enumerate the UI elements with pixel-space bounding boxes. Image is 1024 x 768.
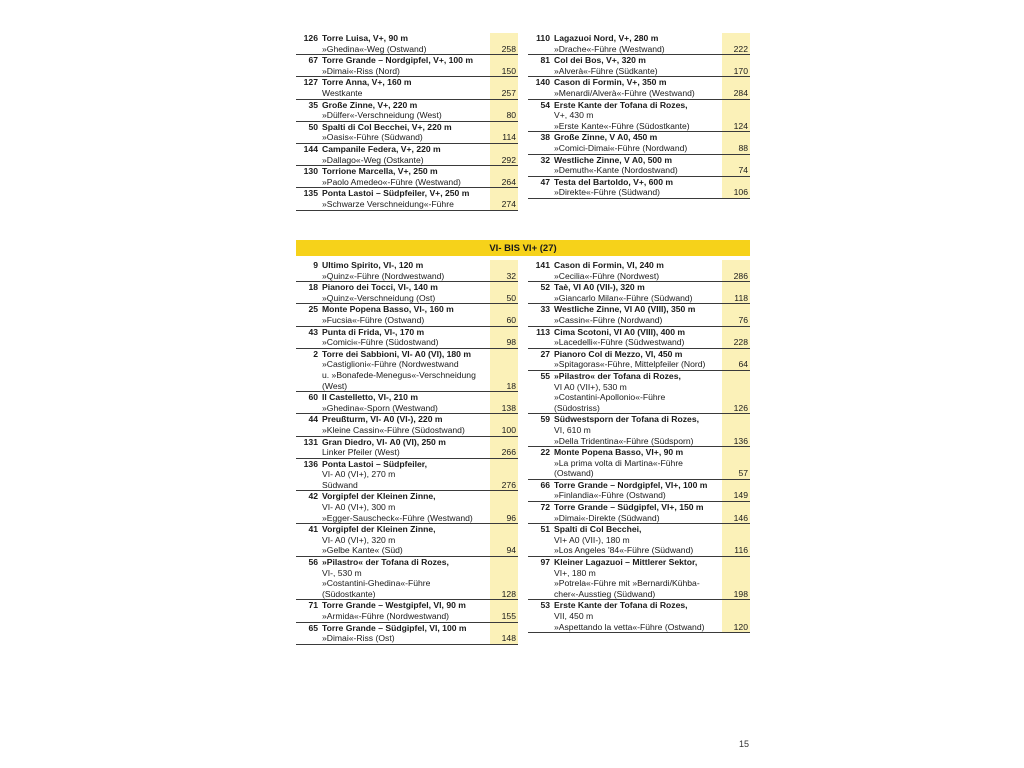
route-title: Torre Luisa, V+, 90 m xyxy=(322,33,409,43)
route-number: 140 xyxy=(535,77,550,88)
route-text xyxy=(554,77,718,98)
route-number: 127 xyxy=(303,77,318,88)
route-entry xyxy=(528,414,750,447)
route-detail: »Dimai«-Riss (Nord) xyxy=(322,65,400,76)
grade-section-banner: VI- BIS VI+ (27) xyxy=(296,240,750,256)
route-title: Torre Grande – Westgipfel, VI, 90 m xyxy=(322,600,466,611)
page-reference: 292 xyxy=(490,144,518,165)
page-reference: 128 xyxy=(490,557,518,599)
route-detail: »Castiglioni«-Führe (Nordwestwand xyxy=(322,359,459,370)
route-title: Torre Grande – Südgipfel, VI, 100 m xyxy=(322,622,467,633)
route-entry xyxy=(528,524,750,557)
route-number: 25 xyxy=(308,304,318,315)
route-text xyxy=(554,600,718,632)
route-entry xyxy=(296,459,518,492)
route-entry xyxy=(528,447,750,480)
route-text xyxy=(322,459,486,491)
page-reference: 284 xyxy=(722,77,750,98)
page-reference: 274 xyxy=(490,188,518,209)
route-entry xyxy=(528,600,750,633)
route-number: 65 xyxy=(308,622,318,633)
book-page xyxy=(258,0,770,768)
route-number: 33 xyxy=(540,304,550,315)
page-reference: 74 xyxy=(722,155,750,176)
page-reference: 50 xyxy=(490,282,518,303)
route-detail: »Armida«-Führe (Nordwestwand) xyxy=(322,611,450,621)
route-detail: »Alverà«-Führe (Südkante) xyxy=(554,65,658,76)
route-title: Große Zinne, V A0, 450 m xyxy=(554,132,658,143)
page-reference: 258 xyxy=(490,33,518,54)
route-detail: »Potrela«-Führe mit »Bernardi/Kühba- xyxy=(554,578,700,589)
page-reference: 98 xyxy=(490,327,518,348)
route-entry xyxy=(296,188,518,210)
route-title: Ponta Lastoi – Südpfeiler, xyxy=(322,458,428,469)
route-title: Erste Kante der Tofana di Rozes, xyxy=(554,600,688,611)
route-text xyxy=(554,327,718,348)
route-title: Vorgipfel der Kleinen Zinne, xyxy=(322,491,436,502)
route-detail: VI- A0 (VI+), 320 m xyxy=(322,534,396,545)
route-number: 32 xyxy=(540,154,550,165)
route-number: 113 xyxy=(536,326,550,337)
route-number: 9 xyxy=(313,260,318,270)
route-number: 43 xyxy=(308,326,318,337)
route-title: Col dei Bos, V+, 320 m xyxy=(554,55,646,66)
route-detail: VI- A0 (VI+), 270 m xyxy=(322,469,396,480)
page-reference: 138 xyxy=(490,392,518,413)
route-title: Pianoro Col di Mezzo, VI, 450 m xyxy=(554,348,683,359)
route-entry xyxy=(296,260,518,282)
page-reference: 150 xyxy=(490,55,518,76)
route-detail: »Erste Kante«-Führe (Südostkante) xyxy=(554,120,690,131)
page-reference: 266 xyxy=(490,437,518,458)
route-entry xyxy=(528,282,750,304)
route-title: Testa del Bartoldo, V+, 600 m xyxy=(554,176,673,187)
route-detail: »Schwarze Verschneidung«-Führe xyxy=(322,198,454,209)
route-title: Torre Grande – Südgipfel, VI+, 150 m xyxy=(554,502,704,513)
route-number: 52 xyxy=(540,282,550,293)
route-number: 2 xyxy=(313,348,318,359)
route-text xyxy=(554,132,718,153)
route-text xyxy=(322,55,486,76)
route-text xyxy=(554,304,718,325)
route-title: Westliche Zinne, VI A0 (VIII), 350 m xyxy=(554,304,696,315)
route-entry xyxy=(528,100,750,133)
route-detail: »Cecilia«-Führe (Nordwest) xyxy=(554,270,660,281)
route-detail: »Finlandia«-Führe (Ostwand) xyxy=(554,490,666,501)
page-reference: 116 xyxy=(722,524,750,556)
top-left-column xyxy=(296,33,518,211)
route-entry xyxy=(296,122,518,144)
route-text xyxy=(554,557,718,599)
route-detail: »Kleine Cassin«-Führe (Südostwand) xyxy=(322,424,465,435)
route-detail: »Lacedelli«-Führe (Südwestwand) xyxy=(554,337,685,348)
route-entry xyxy=(296,392,518,414)
route-title: Ultimo Spirito, VI-, 120 m xyxy=(322,260,424,270)
page-reference: 146 xyxy=(722,502,750,523)
route-entry xyxy=(296,414,518,436)
page-reference: 257 xyxy=(490,77,518,98)
route-text xyxy=(554,260,718,281)
route-entry xyxy=(296,349,518,392)
route-title: Torre Grande – Nordgipfel, VI+, 100 m xyxy=(554,479,708,490)
route-title: Preußturm, VI- A0 (VI-), 220 m xyxy=(322,414,443,425)
route-text xyxy=(322,600,486,621)
route-number: 136 xyxy=(303,458,318,469)
route-number: 27 xyxy=(540,348,550,359)
route-number: 50 xyxy=(308,121,318,132)
route-detail: »Giancarlo Milan«-Führe (Südwand) xyxy=(554,292,693,303)
route-text xyxy=(554,480,718,501)
page-reference: 126 xyxy=(722,371,750,413)
route-title: Cason di Formin, VI, 240 m xyxy=(554,260,664,270)
page-reference: 96 xyxy=(490,491,518,523)
route-text xyxy=(554,282,718,303)
route-text xyxy=(322,392,486,413)
route-title: Cason di Formin, V+, 350 m xyxy=(554,77,667,88)
route-entry xyxy=(528,55,750,77)
route-text xyxy=(554,349,718,370)
page-reference: 118 xyxy=(722,282,750,303)
page-reference: 124 xyxy=(722,100,750,132)
route-title: Cima Scotoni, VI A0 (VIII), 400 m xyxy=(554,326,686,337)
route-title: Pianoro dei Tocci, VI-, 140 m xyxy=(322,282,438,293)
route-detail: Westkante xyxy=(322,87,363,98)
route-number: 135 xyxy=(303,188,318,199)
route-detail: »Ghedina«-Sporn (Westwand) xyxy=(322,402,438,413)
route-entry xyxy=(296,557,518,600)
route-detail: »Oasis«-Führe (Südwand) xyxy=(322,132,423,143)
route-entry xyxy=(528,177,750,199)
page-reference: 222 xyxy=(722,33,750,54)
route-title: »Pilastro« der Tofana di Rozes, xyxy=(322,557,449,568)
route-text xyxy=(322,327,486,348)
route-text xyxy=(322,557,486,599)
route-text xyxy=(554,155,718,176)
route-detail: Linker Pfeiler (West) xyxy=(322,447,400,458)
route-title: Kleiner Lagazuoi – Mittlerer Sektor, xyxy=(554,557,698,568)
route-title: Taè, VI A0 (VII-), 320 m xyxy=(554,282,645,293)
route-detail: »Drache«-Führe (Westwand) xyxy=(554,43,665,54)
route-entry xyxy=(296,33,518,55)
route-entry xyxy=(528,260,750,282)
route-entry xyxy=(296,304,518,326)
route-detail: V+, 430 m xyxy=(554,110,594,121)
route-entry xyxy=(296,100,518,122)
route-detail: (Ostwand) xyxy=(554,468,594,479)
route-number: 54 xyxy=(540,99,550,110)
route-detail: Südwand xyxy=(322,479,358,490)
route-detail: »Fucsia«-Führe (Ostwand) xyxy=(322,314,425,325)
route-text xyxy=(322,100,486,121)
route-detail: »Costantini-Ghedina«-Führe (Südostkante) xyxy=(322,578,431,599)
route-text xyxy=(554,414,718,446)
route-detail: »Gelbe Kante« (Süd) xyxy=(322,545,403,556)
route-entry xyxy=(528,349,750,371)
route-entry xyxy=(528,480,750,502)
page-reference: 114 xyxy=(490,122,518,143)
page-reference: 18 xyxy=(490,349,518,391)
route-detail: »Dimai«-Riss (Ost) xyxy=(322,633,395,644)
route-text xyxy=(322,166,486,187)
route-number: 55 xyxy=(540,370,550,381)
page-reference: 76 xyxy=(722,304,750,325)
route-title: Ponta Lastoi – Südpfeiler, V+, 250 m xyxy=(322,188,470,199)
route-text xyxy=(322,304,486,325)
route-entry xyxy=(296,327,518,349)
route-detail: »Cassin«-Führe (Nordwand) xyxy=(554,314,663,325)
route-entry xyxy=(296,600,518,622)
route-detail: u. »Bonafede-Menegus«-Verschneidung xyxy=(322,369,476,380)
route-number: 126 xyxy=(303,33,318,43)
route-title: Erste Kante der Tofana di Rozes, xyxy=(554,99,688,110)
route-text xyxy=(322,33,486,54)
page-reference: 228 xyxy=(722,327,750,348)
route-detail: »Dülfer«-Verschneidung (West) xyxy=(322,110,442,121)
page-reference: 286 xyxy=(722,260,750,281)
route-number: 38 xyxy=(540,132,550,143)
route-detail: VI A0 (VII+), 530 m xyxy=(554,381,627,392)
route-title: Lagazuoi Nord, V+, 280 m xyxy=(554,33,659,43)
route-detail: »Menardi/Alverà«-Führe (Westwand) xyxy=(554,87,695,98)
route-number: 97 xyxy=(540,557,550,568)
route-detail: VII, 450 m xyxy=(554,611,594,621)
route-title: Vorgipfel der Kleinen Zinne, xyxy=(322,524,436,535)
route-title: Große Zinne, V+, 220 m xyxy=(322,99,418,110)
route-number: 71 xyxy=(308,600,318,611)
route-title: Punta di Frida, VI-, 170 m xyxy=(322,326,425,337)
route-text xyxy=(322,122,486,143)
route-detail: »Comici«-Führe (Südostwand) xyxy=(322,337,439,348)
route-entry xyxy=(528,557,750,600)
route-detail: VI+ A0 (VII-), 180 m xyxy=(554,534,630,545)
route-detail: VI- A0 (VI+), 300 m xyxy=(322,502,396,513)
route-detail: »Direkte«-Führe (Südwand) xyxy=(554,187,661,198)
route-number: 141 xyxy=(535,260,550,270)
page-reference: 198 xyxy=(722,557,750,599)
bottom-right-column xyxy=(528,260,750,633)
route-text xyxy=(322,144,486,165)
route-number: 131 xyxy=(303,436,318,447)
route-detail: (Südostriss) xyxy=(554,402,600,413)
route-number: 18 xyxy=(308,282,318,293)
top-right-column xyxy=(528,33,750,199)
route-title: Spalti di Col Becchei, xyxy=(554,524,642,535)
page-reference: 32 xyxy=(490,260,518,281)
route-detail: »Della Tridentina«-Führe (Südsporn) xyxy=(554,435,694,446)
route-detail: (West) xyxy=(322,380,348,391)
route-title: Monte Popena Basso, VI+, 90 m xyxy=(554,447,684,458)
route-text xyxy=(322,414,486,435)
route-detail: »Ghedina«-Weg (Ostwand) xyxy=(322,43,427,54)
page-reference: 64 xyxy=(722,349,750,370)
route-text xyxy=(322,491,486,523)
route-entry xyxy=(528,155,750,177)
route-detail: VI, 610 m xyxy=(554,424,591,435)
route-title: Torre Grande – Nordgipfel, V+, 100 m xyxy=(322,55,473,66)
route-title: Torre dei Sabbioni, VI- A0 (VI), 180 m xyxy=(322,348,471,359)
route-text xyxy=(322,282,486,303)
route-entry xyxy=(296,144,518,166)
route-number: 59 xyxy=(540,414,550,425)
route-title: Südwestsporn der Tofana di Rozes, xyxy=(554,414,699,425)
route-detail: »Paolo Amedeo«-Führe (Westwand) xyxy=(322,176,461,187)
route-entry xyxy=(296,491,518,524)
route-entry xyxy=(528,33,750,55)
route-number: 60 xyxy=(308,392,318,403)
route-text xyxy=(322,437,486,458)
page-reference: 57 xyxy=(722,447,750,479)
route-number: 72 xyxy=(540,502,550,513)
route-number: 81 xyxy=(540,55,550,66)
route-text xyxy=(554,100,718,132)
route-number: 53 xyxy=(540,600,550,611)
route-text xyxy=(554,55,718,76)
page-number: 15 xyxy=(739,739,750,749)
route-number: 41 xyxy=(308,524,318,535)
route-detail: »La prima volta di Martina«-Führe xyxy=(554,457,683,468)
route-title: Spalti di Col Becchei, V+, 220 m xyxy=(322,121,452,132)
route-title: Torre Anna, V+, 160 m xyxy=(322,77,412,88)
route-detail: »Spitagoras«-Führe, Mittelpfeiler (Nord) xyxy=(554,359,706,370)
route-text xyxy=(554,524,718,556)
route-number: 67 xyxy=(308,55,318,66)
route-text xyxy=(554,502,718,523)
route-entry xyxy=(296,623,518,645)
route-entry xyxy=(296,282,518,304)
route-detail: »Quinz«-Führe (Nordwestwand) xyxy=(322,270,445,281)
route-text xyxy=(554,177,718,198)
route-text xyxy=(554,447,718,479)
page-reference: 94 xyxy=(490,524,518,556)
route-number: 144 xyxy=(303,143,318,154)
page-reference: 88 xyxy=(722,132,750,153)
page-reference: 149 xyxy=(722,480,750,501)
route-entry xyxy=(296,524,518,557)
page-reference: 80 xyxy=(490,100,518,121)
route-detail: »Demuth«-Kante (Nordostwand) xyxy=(554,165,678,176)
page-reference: 60 xyxy=(490,304,518,325)
route-detail: VI+, 180 m xyxy=(554,567,596,578)
route-detail: »Quinz«-Verschneidung (Ost) xyxy=(322,292,436,303)
route-entry xyxy=(528,327,750,349)
route-detail: VI-, 530 m xyxy=(322,567,362,578)
route-number: 35 xyxy=(308,99,318,110)
route-number: 110 xyxy=(536,33,550,43)
route-title: Westliche Zinne, V A0, 500 m xyxy=(554,154,672,165)
page-reference: 106 xyxy=(722,177,750,198)
route-detail: »Dimai«-Direkte (Südwand) xyxy=(554,512,660,523)
route-detail: »Comici-Dimai«-Führe (Nordwand) xyxy=(554,142,688,153)
route-entry xyxy=(296,77,518,99)
route-detail: cher«-Ausstieg (Südwand) xyxy=(554,588,656,599)
route-entry xyxy=(528,502,750,524)
route-text xyxy=(322,77,486,98)
route-title: »Pilastro« der Tofana di Rozes, xyxy=(554,370,681,381)
page-reference: 276 xyxy=(490,459,518,491)
route-detail: »Los Angeles '84«-Führe (Südwand) xyxy=(554,545,694,556)
route-detail: »Aspettando la vetta«-Führe (Ostwand) xyxy=(554,621,705,632)
page-reference: 120 xyxy=(722,600,750,632)
route-title: Torrione Marcella, V+, 250 m xyxy=(322,166,438,177)
route-text xyxy=(322,188,486,209)
route-entry xyxy=(528,77,750,99)
page-reference: 170 xyxy=(722,55,750,76)
route-number: 56 xyxy=(308,557,318,568)
route-text xyxy=(322,524,486,556)
route-number: 51 xyxy=(540,524,550,535)
page-reference: 136 xyxy=(722,414,750,446)
route-number: 66 xyxy=(540,479,550,490)
route-title: Il Castelletto, VI-, 210 m xyxy=(322,392,418,403)
route-entry xyxy=(528,371,750,414)
route-entry xyxy=(296,55,518,77)
route-number: 44 xyxy=(308,414,318,425)
route-entry xyxy=(296,166,518,188)
route-title: Campanile Federa, V+, 220 m xyxy=(322,143,441,154)
route-text xyxy=(554,33,718,54)
route-number: 42 xyxy=(308,491,318,502)
route-text xyxy=(322,349,486,391)
route-entry xyxy=(528,304,750,326)
page-reference: 264 xyxy=(490,166,518,187)
route-entry xyxy=(528,132,750,154)
route-text xyxy=(322,260,486,281)
page-reference: 155 xyxy=(490,600,518,621)
route-title: Gran Diedro, VI- A0 (VI), 250 m xyxy=(322,436,446,447)
route-text xyxy=(322,623,486,644)
route-number: 130 xyxy=(303,166,318,177)
route-title: Monte Popena Basso, VI-, 160 m xyxy=(322,304,454,315)
page-reference: 100 xyxy=(490,414,518,435)
route-detail: »Costantini-Apollonio«-Führe xyxy=(554,392,666,403)
page-reference: 148 xyxy=(490,623,518,644)
route-number: 22 xyxy=(540,447,550,458)
route-number: 47 xyxy=(540,176,550,187)
route-entry xyxy=(296,437,518,459)
route-detail: »Dallago«-Weg (Ostkante) xyxy=(322,154,424,165)
route-text xyxy=(554,371,718,413)
bottom-left-column xyxy=(296,260,518,645)
route-detail: »Egger-Sauscheck«-Führe (Westwand) xyxy=(322,512,473,523)
